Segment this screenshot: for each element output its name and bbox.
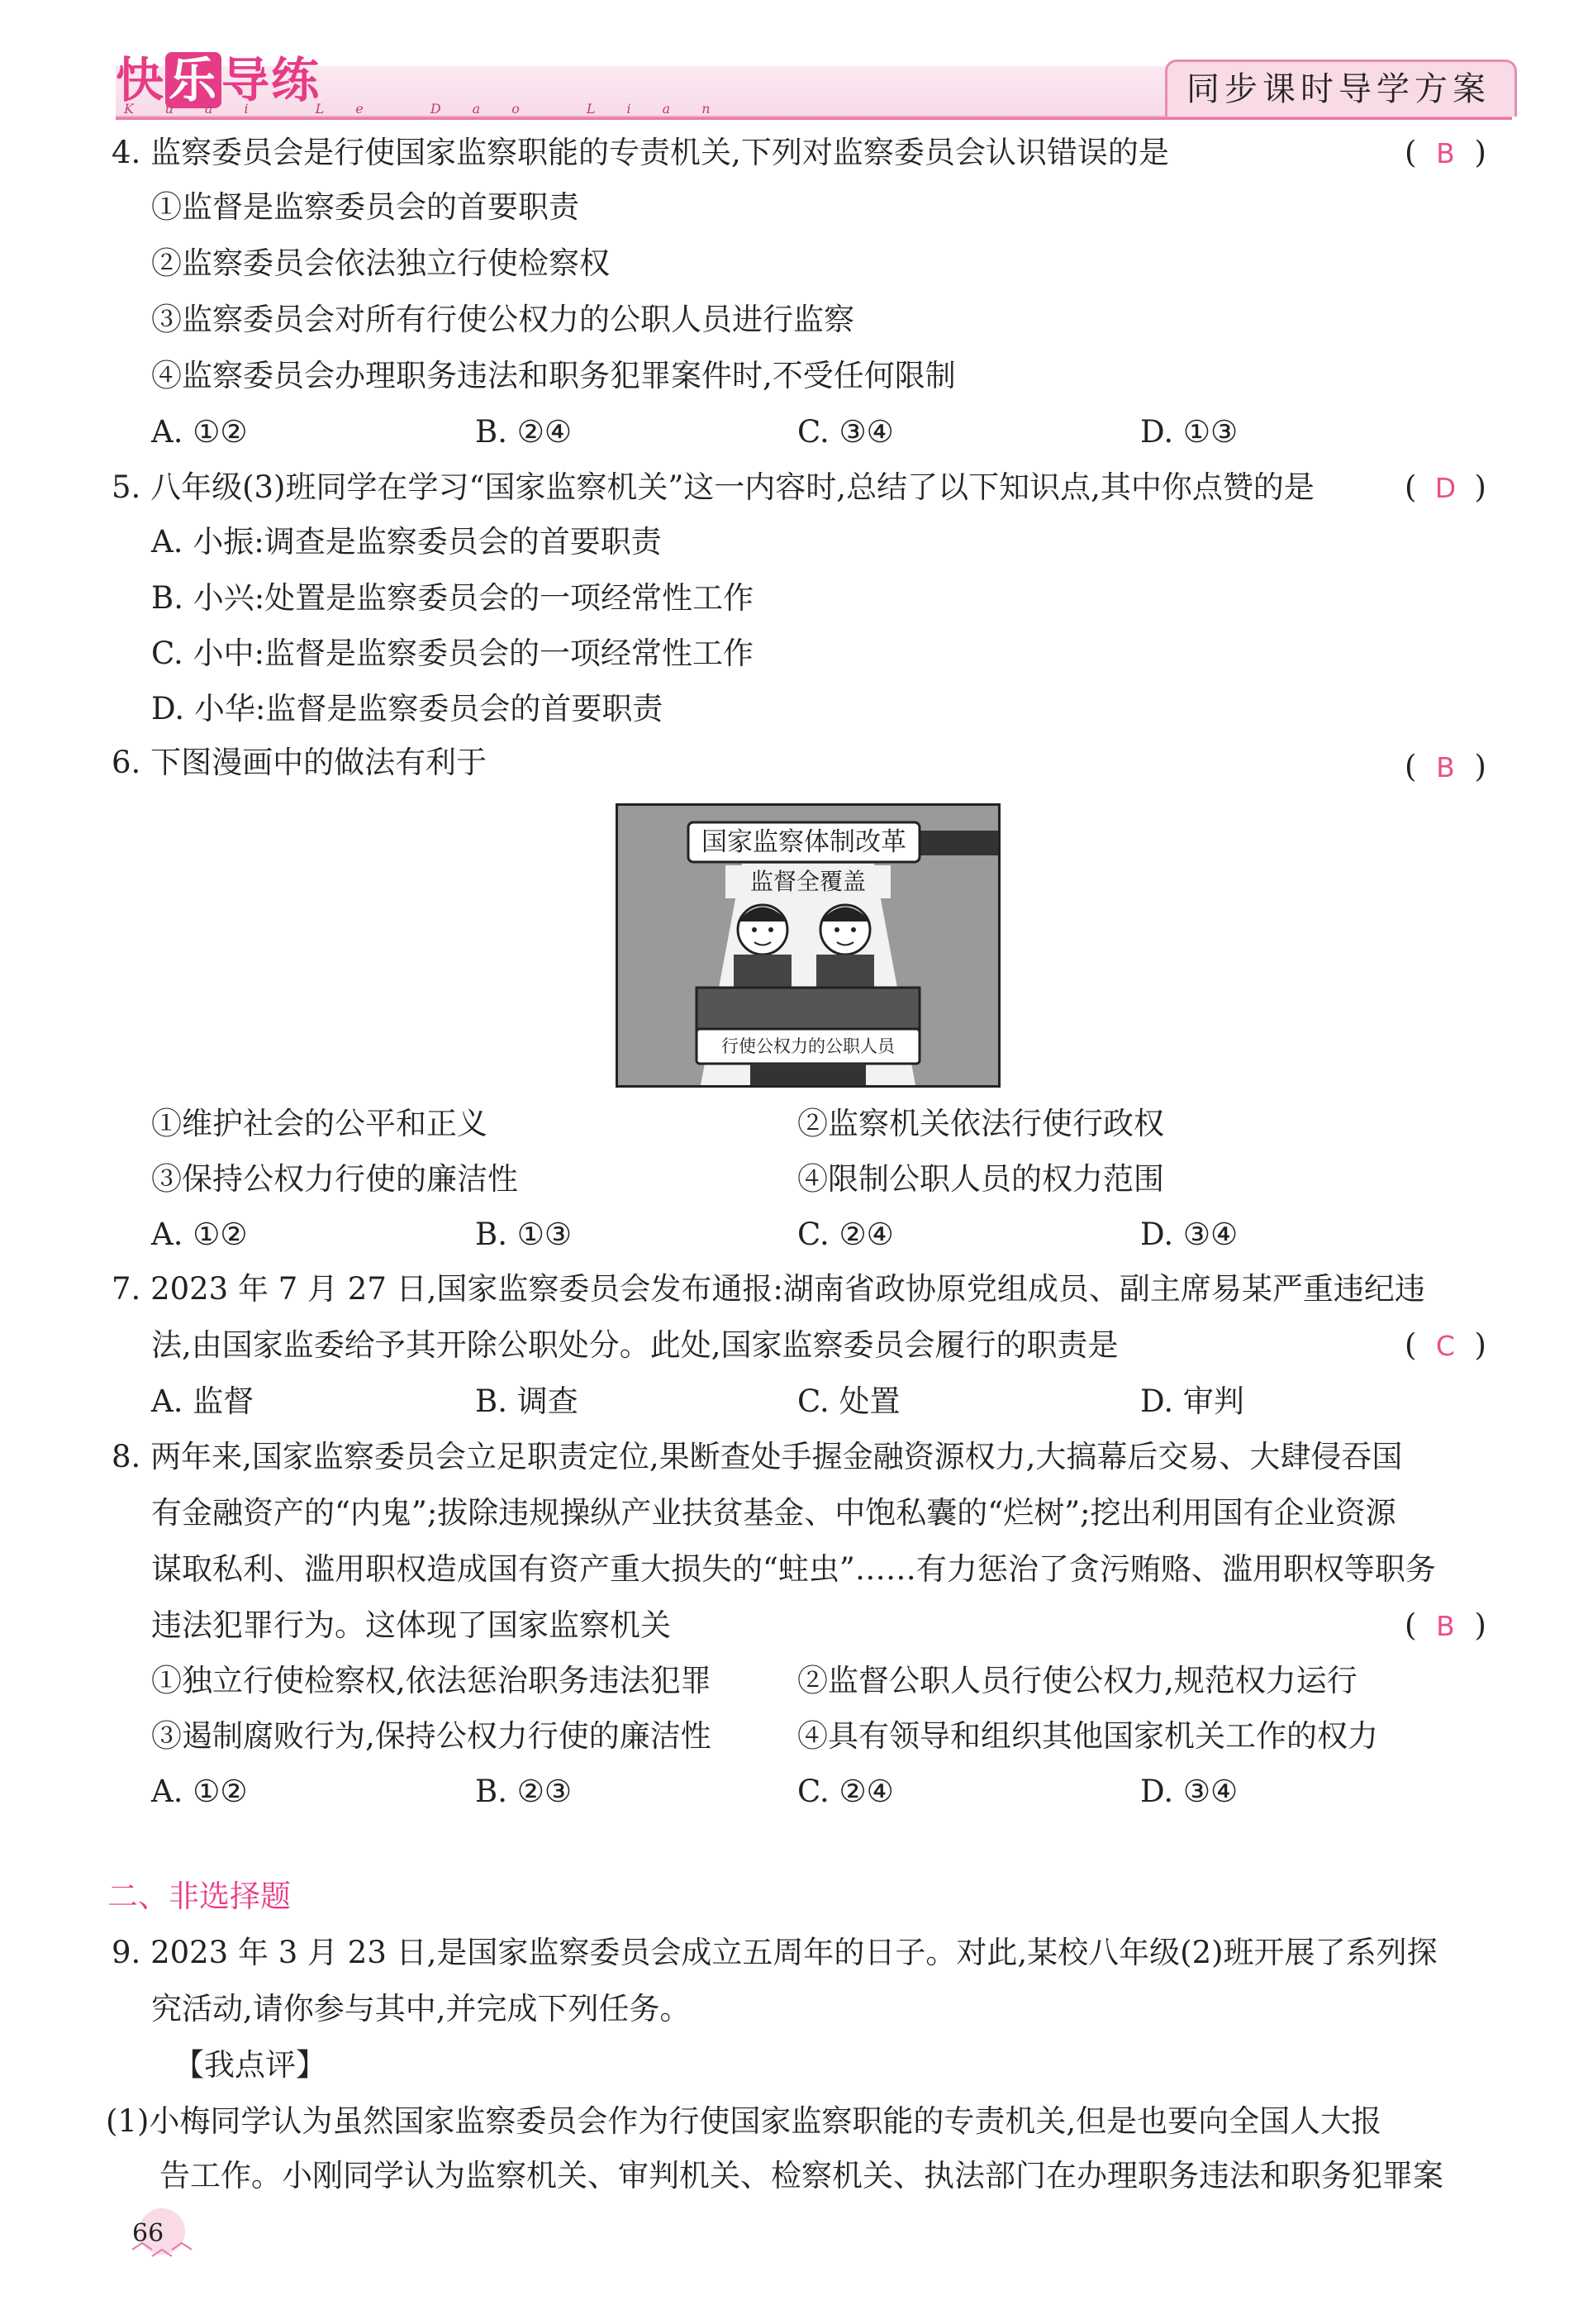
question-8-answer: ( B ) [1405, 1607, 1486, 1645]
question-8-item: ②监督公职人员行使公权力,规范权力运行 [797, 1663, 1357, 1698]
part-1-line: 告工作。小刚同学认为监察机关、审判机关、检察机关、执法部门在办理职务违法和职务犯罪案 [159, 2158, 1443, 2193]
question-7-stem-line: 法,由国家监委给予其开除公职处分。此处,国家监察委员会履行的职责是 [151, 1327, 1119, 1363]
question-4-option: C. ③④ [797, 414, 894, 450]
question-4-item: ②监察委员会依法独立行使检察权 [151, 245, 610, 281]
logo-char: 导 [221, 52, 272, 108]
header-rule [116, 116, 1512, 124]
question-7-option: A. 监督 [151, 1383, 254, 1419]
question-6-item: ②监察机关依法行使行政权 [797, 1106, 1164, 1141]
logo-char: 乐 [165, 52, 221, 108]
logo-char: 快 [116, 52, 166, 108]
answer-letter: C [1435, 1330, 1455, 1362]
question-7-option: B. 调查 [475, 1383, 578, 1419]
question-5-option: A. 小振:调查是监察委员会的首要职责 [151, 524, 662, 560]
question-8-option: D. ③④ [1140, 1774, 1239, 1809]
question-4-stem: 4. 监察委员会是行使国家监察职能的专责机关,下列对监察委员会认识错误的是 [112, 135, 1169, 170]
podium-base [750, 1064, 866, 1085]
header-title: 同步课时导学方案 [1186, 70, 1491, 108]
eye [851, 927, 856, 932]
eye [834, 927, 839, 932]
section-title: 二、非选择题 [107, 1879, 291, 1914]
logo-pinyin: Kuai Le Dao Lian [124, 101, 742, 117]
question-6-item: ④限制公职人员的权力范围 [797, 1161, 1164, 1197]
logo-char: 练 [271, 52, 321, 108]
question-8-stem-line: 有金融资产的“内鬼”;拔除违规操纵产业扶贫基金、中饱私囊的“烂树”;挖出利用国有企业资源 [151, 1495, 1396, 1531]
answer-letter: B [1436, 137, 1455, 169]
question-7-option: C. 处置 [797, 1383, 901, 1419]
eye [768, 927, 773, 932]
question-4-option: D. ①③ [1140, 414, 1239, 450]
question-4-option: A. ①② [151, 414, 248, 450]
question-5-answer: ( D ) [1405, 469, 1486, 507]
question-5-option: C. 小中:监督是监察委员会的一项经常性工作 [151, 636, 754, 671]
question-8-option: A. ①② [151, 1774, 248, 1809]
question-8-stem-line: 违法犯罪行为。这体现了国家监察机关 [151, 1607, 671, 1643]
question-6-option: C. ②④ [797, 1217, 894, 1252]
cartoon-podium-text: 行使公权力的公职人员 [721, 1036, 895, 1056]
question-4-answer: ( B ) [1405, 134, 1486, 173]
question-8-option: C. ②④ [797, 1774, 894, 1809]
page-number: 66 [132, 2219, 164, 2248]
question-6-option: B. ①③ [475, 1217, 573, 1252]
question-6-stem: 6. 下图漫画中的做法有利于 [112, 745, 487, 780]
subsection-tag: 【我点评】 [174, 2047, 326, 2083]
cartoon-banner-text: 国家监察体制改革 [701, 827, 906, 857]
question-6-option: A. ①② [151, 1217, 248, 1252]
question-9-stem-line: 9. 2023 年 3 月 23 日,是国家监察委员会成立五周年的日子。对此,某校八年级(2)班开展了系列探 [112, 1935, 1438, 1970]
cartoon-subtitle-text: 监督全覆盖 [725, 865, 891, 898]
eye [752, 927, 757, 932]
question-5-option: B. 小兴:处置是监察委员会的一项经常性工作 [151, 580, 754, 616]
question-8-item: ④具有领导和组织其他国家机关工作的权力 [797, 1718, 1378, 1754]
question-8-item: ③遏制腐败行为,保持公权力行使的廉洁性 [151, 1718, 711, 1754]
question-6-option: D. ③④ [1140, 1217, 1239, 1252]
question-4-item: ③监察委员会对所有行使公权力的公职人员进行监察 [151, 302, 854, 337]
question-9-stem-line: 究活动,请你参与其中,并完成下列任务。 [151, 1991, 691, 2026]
question-4-item: ④监察委员会办理职务违法和职务犯罪案件时,不受任何限制 [151, 358, 956, 393]
answer-letter: B [1436, 1610, 1455, 1642]
question-5-option: D. 小华:监督是监察委员会的首要职责 [151, 691, 663, 726]
question-7-stem-line: 7. 2023 年 7 月 27 日,国家监察委员会发布通报:湖南省政协原党组成员、副主席易某严重违纪违 [112, 1271, 1425, 1307]
question-7-option: D. 审判 [1140, 1383, 1244, 1419]
question-6-item: ①维护社会的公平和正义 [151, 1106, 487, 1141]
spotlight-lamp [911, 831, 998, 855]
answer-letter: D [1434, 472, 1457, 504]
question-7-answer: ( C ) [1405, 1326, 1486, 1365]
cartoon-illustration [616, 803, 1001, 1088]
question-8-item: ①独立行使检察权,依法惩治职务违法犯罪 [151, 1663, 711, 1698]
question-4-option: B. ②④ [475, 414, 573, 450]
answer-letter: B [1436, 751, 1455, 783]
question-6-answer: ( B ) [1405, 748, 1486, 787]
question-4-item: ①监督是监察委员会的首要职责 [151, 189, 579, 225]
question-5-stem: 5. 八年级(3)班同学在学习“国家监察机关”这一内容时,总结了以下知识点,其中你点赞的是 [112, 469, 1315, 505]
question-8-stem-line: 8. 两年来,国家监察委员会立足职责定位,果断查处手握金融资源权力,大搞幕后交易、大肆侵吞国 [112, 1439, 1403, 1474]
question-8-option: B. ②③ [475, 1774, 573, 1809]
part-1-line: (1)小梅同学认为虽然国家监察委员会作为行使国家监察职能的专责机关,但是也要向全国人大报 [106, 2103, 1382, 2139]
question-8-stem-line: 谋取私利、滥用职权造成国有资产重大损失的“蛀虫”……有力惩治了贪污贿赂、滥用职权等职务 [151, 1551, 1436, 1587]
question-6-item: ③保持公权力行使的廉洁性 [151, 1161, 518, 1197]
